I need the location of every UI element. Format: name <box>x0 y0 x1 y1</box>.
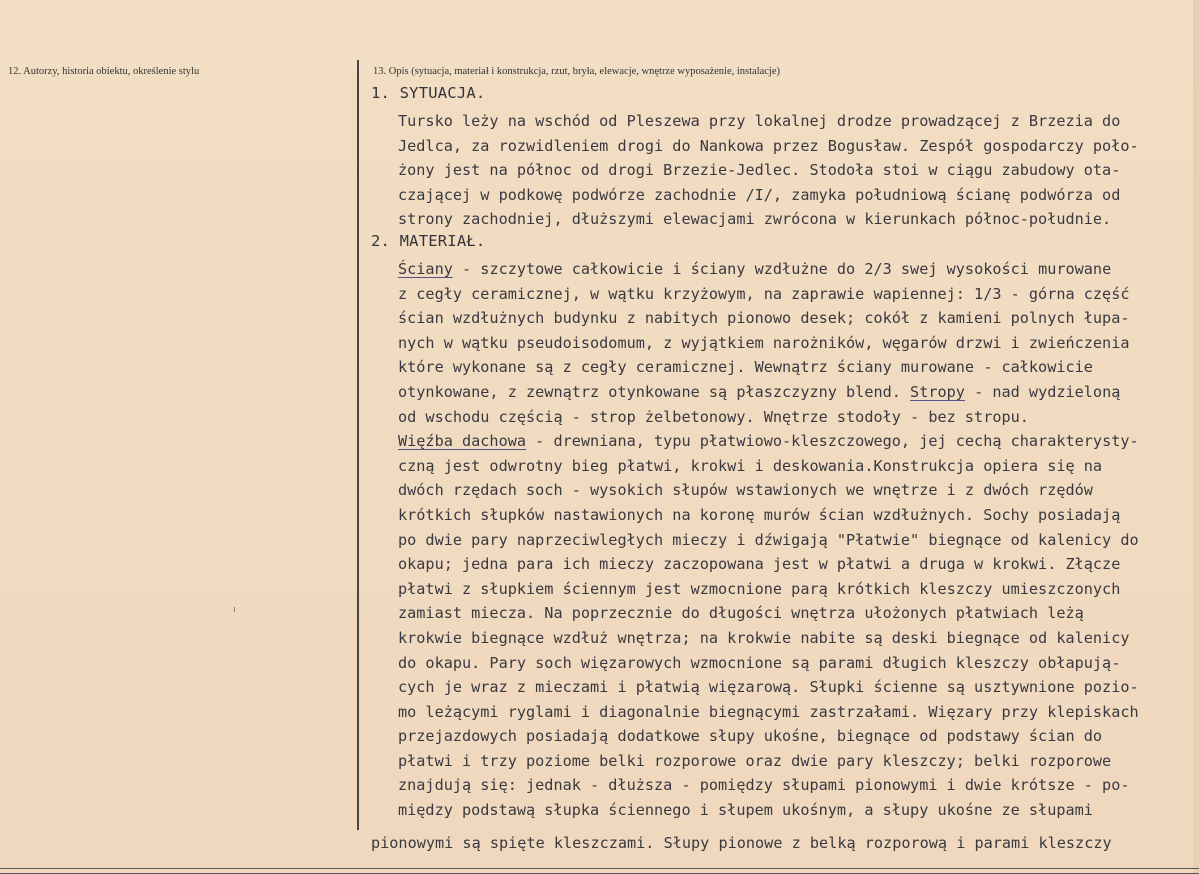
line-text: nych w wątku pseudoisodomum, z wyjątkiem narożników, węgarów drzwi i zwieńczenia <box>398 333 1130 352</box>
section-1-body <box>398 109 1139 232</box>
line-text: między podstawą słupka ściennego i słupem ukośnym, a słupy ukośne ze słupami <box>398 801 1093 820</box>
margin-tick <box>234 607 235 612</box>
section-2-line <box>398 331 1139 356</box>
section-1-number: 1. <box>371 84 391 102</box>
section-1-line: Jedlca, za rozwidleniem drogi do Nankowa przez Bogusław. Zespół gospodarczy poło- <box>398 136 1139 155</box>
section-2-line <box>398 577 1139 602</box>
line-text: zamiast miecza. Na poprzecznie do długości wnętrza ułożonych płatwiach leżą <box>398 604 1084 623</box>
section-2-line <box>398 306 1139 331</box>
section-1-title: SYTUACJA. <box>399 84 486 102</box>
continuation-line: pionowymi są spięte kleszczami. Słupy pionowe z belką rozporową i parami kleszczy <box>371 834 1112 852</box>
line-text: po dwie pary naprzeciwległych mieczy i dźwigają "Płatwie" biegnące od kalenicy do <box>398 530 1139 549</box>
line-text: dwóch rzędach soch - wysokich słupów wstawionych we wnętrze i z dwóch rzędów <box>398 481 1093 500</box>
section-2-line <box>398 257 1139 282</box>
section-2-line <box>398 355 1139 380</box>
section-2-line <box>398 798 1139 823</box>
section-2-title: MATERIAŁ. <box>399 232 486 250</box>
section-1-line: żony jest na północ od drogi Brzezie-Jedlec. Stodoła stoi w ciągu zabudowy ota- <box>398 161 1121 180</box>
section-2-line <box>398 503 1139 528</box>
section-2-line <box>398 405 1139 430</box>
underlined-term: Ściany <box>398 260 453 278</box>
section-2-line <box>398 552 1139 577</box>
column-divider <box>357 60 359 830</box>
line-text: czną jest odwrotny bieg płatwi, krokwi i deskowania.Konstrukcja opiera się na <box>398 456 1103 475</box>
line-text: płatwi i trzy poziome belki rozporowe oraz dwie pary kleszczy; belki rozporowe <box>398 751 1112 770</box>
section-2-line <box>398 528 1139 553</box>
section-2-number: 2. <box>371 232 391 250</box>
section-2-line <box>398 749 1139 774</box>
line-text: do okapu. Pary soch więzarowych wzmocnione są parami długich kleszczy obłapują- <box>398 653 1121 672</box>
section-1-heading <box>371 84 485 102</box>
section-2-line <box>398 626 1139 651</box>
line-text: krótkich słupków nastawionych na koronę murów ścian wzdłużnych. Sochy posiadają <box>398 505 1121 524</box>
section-1-line: czającej w podkowę podwórze zachodnie /I/, zamyka południową ścianę podwórza od <box>398 185 1121 204</box>
line-text: przejazdowych posiadają dodatkowe słupy ukośne, biegnące od podstawy ścian do <box>398 727 1103 746</box>
line-text: które wykonane są z cegły ceramicznej. Wewnątrz ściany murowane - całkowicie <box>398 358 1093 377</box>
bottom-rule <box>0 868 1199 874</box>
line-text: mo leżącymi ryglami i diagonalnie biegnącymi zastrzałami. Więzary przy klepiskach <box>398 702 1139 721</box>
underlined-term: Więźba dachowa <box>398 432 527 451</box>
line-text: - szczytowe całkowicie i ściany wzdłużne do 2/3 swej wysokości murowane <box>452 260 1112 278</box>
line-text: cych je wraz z mieczami i płatwią więzarową. Słupki ścienne są usztywnione pozio- <box>398 678 1139 697</box>
section-2-line <box>398 773 1139 798</box>
section-1-line: Tursko leży na wschód od Pleszewa przy lokalnej drodze prowadzącej z Brzezia do <box>398 112 1121 130</box>
section-1-line: strony zachodniej, dłuższymi elewacjami zwrócona w kierunkach północ-południe. <box>398 210 1112 229</box>
section-2-line <box>398 601 1139 626</box>
paper-edge <box>1193 0 1199 874</box>
field-12-label: 12. Autorzy, historia obiektu, określenie stylu <box>8 66 200 77</box>
section-2-line <box>398 282 1139 307</box>
line-text: z cegły ceramicznej, w wątku krzyżowym, na zaprawie wapiennej: 1/3 - górna część <box>398 284 1130 303</box>
section-2-heading <box>371 232 485 250</box>
section-2-line <box>398 454 1139 479</box>
section-2-line <box>398 724 1139 749</box>
section-2-line <box>398 429 1139 454</box>
line-text: otynkowane, z zewnątrz otynkowane są płaszczyzny blend. <box>398 382 911 401</box>
line-text: ścian wzdłużnych budynku z nabitych pionowo desek; cokół z kamieni polnych łupa- <box>398 309 1130 328</box>
section-2-line <box>398 675 1139 700</box>
section-2-line <box>398 478 1139 503</box>
underlined-term: Stropy <box>910 382 965 401</box>
line-text: od wschodu częścią - strop żelbetonowy. Wnętrze stodoły - bez stropu. <box>398 407 1029 426</box>
line-text: krokwie biegnące wzdłuż wnętrza; na krokwie nabite są deski biegnące od kalenicy <box>398 628 1130 647</box>
field-13-label: 13. Opis (sytuacja, materiał i konstrukcja, rzut, bryła, elewacje, wnętrze wyposażenie, instalacje) <box>373 66 781 77</box>
section-2-line <box>398 380 1139 405</box>
line-text: - nad wydzieloną <box>964 382 1121 401</box>
section-2-body <box>398 257 1139 823</box>
section-2-line <box>398 651 1139 676</box>
line-text: płatwi z słupkiem ściennym jest wzmocnione parą krótkich kleszczy umieszczonych <box>398 579 1121 598</box>
line-text: okapu; jedna para ich mieczy zaczopowana jest w płatwi a druga w krokwi. Złącze <box>398 555 1121 574</box>
line-text: - drewniana, typu płatwiowo-kleszczowego, jej cechą charakterysty- <box>526 432 1139 451</box>
section-2-line <box>398 700 1139 725</box>
line-text: znajdują się: jednak - dłuższa - pomiędzy słupami pionowymi i dwie krótsze - po- <box>398 776 1130 795</box>
